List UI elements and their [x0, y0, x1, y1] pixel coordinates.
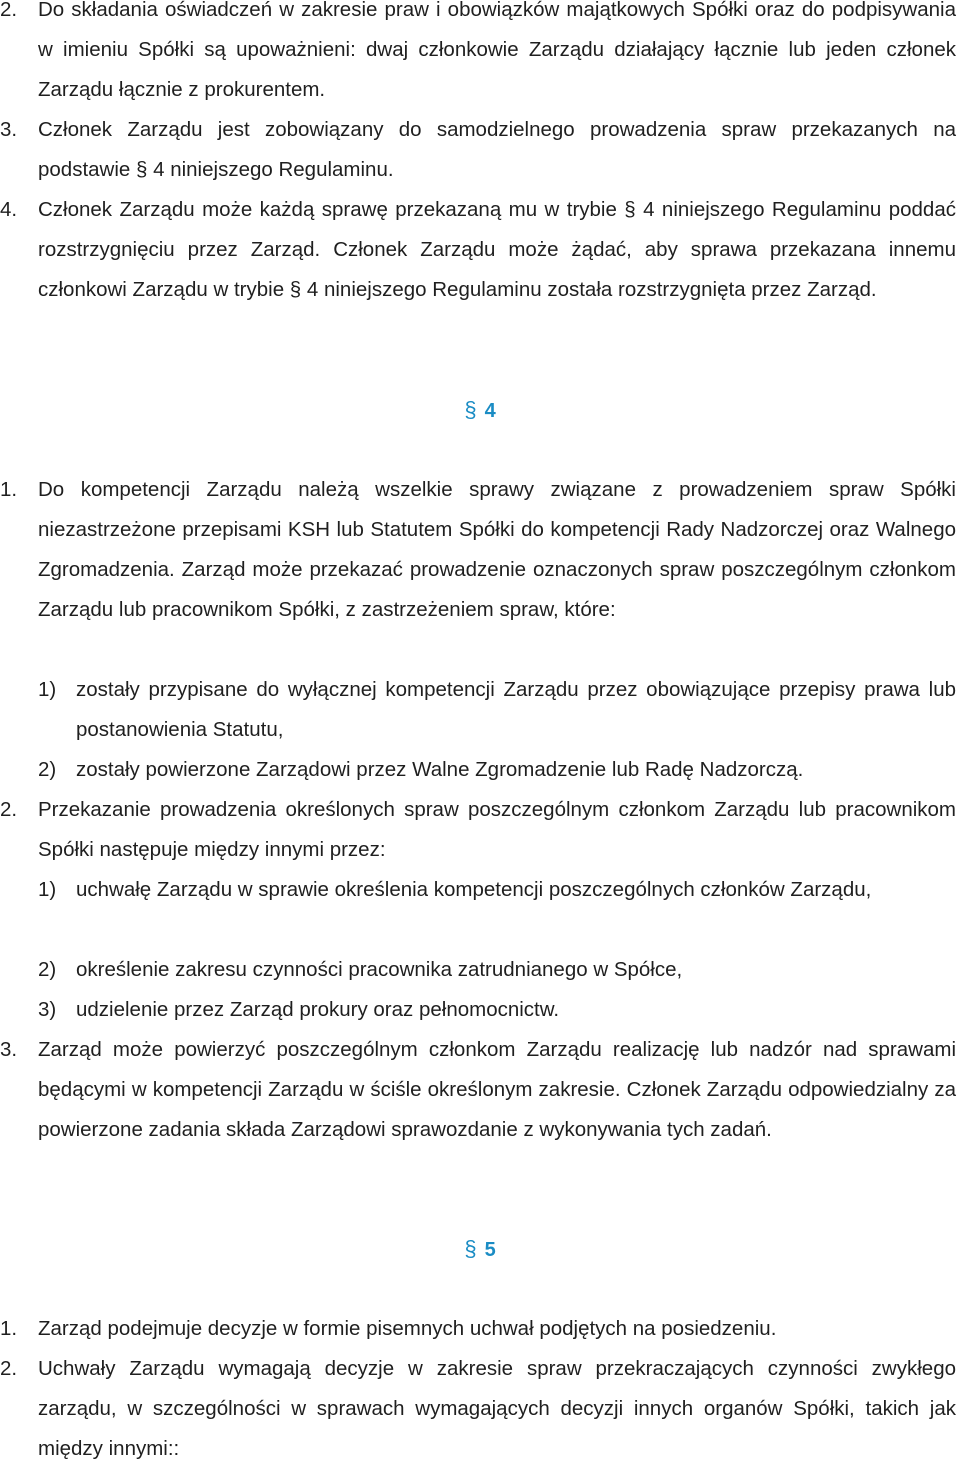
- list-text: zostały powierzone Zarządowi przez Walne Zgromadzenie lub Radę Nadzorczą.: [76, 758, 804, 781]
- section4-paragraph-3: [0, 1030, 956, 1150]
- list-item: [38, 670, 956, 750]
- section4-paragraph-2: [0, 790, 956, 870]
- paragraph-text: Zarząd podejmuje decyzje w formie pisemnych uchwał podjętych na posiedzeniu.: [38, 1317, 777, 1340]
- paragraph-number: 1.: [0, 478, 18, 501]
- section5-paragraph-2: [0, 1349, 956, 1469]
- paragraph-2: [0, 0, 956, 110]
- section-number: 5: [484, 1239, 496, 1261]
- list-text: uchwałę Zarządu w sprawie określenia kompetencji poszczególnych członków Zarządu,: [76, 878, 872, 901]
- paragraph-text: Członek Zarządu jest zobowiązany do samodzielnego prowadzenia spraw przekazanych na podstawie § 4 niniejszego Regulaminu.: [38, 118, 956, 181]
- section-heading-4: [0, 390, 960, 431]
- section5-paragraph-1: [0, 1309, 956, 1349]
- paragraph-4: [0, 190, 956, 310]
- list-item: [38, 990, 956, 1030]
- list-text: zostały przypisane do wyłącznej kompetencji Zarządu przez obowiązujące przepisy prawa lub postanowienia Statutu,: [76, 678, 956, 741]
- list-number: 1): [38, 678, 57, 701]
- list-text: udzielenie przez Zarząd prokury oraz pełnomocnictw.: [76, 998, 560, 1021]
- list-item: [38, 950, 956, 990]
- paragraph-number: 2.: [0, 0, 18, 21]
- list-text: określenie zakresu czynności pracownika zatrudnianego w Spółce,: [76, 958, 683, 981]
- list-number: 1): [38, 878, 57, 901]
- paragraph-text: Uchwały Zarządu wymagają decyzje w zakresie spraw przekraczających czynności zwykłego zarządu, w szczególności w sprawach wymagających decyzji innych organów Spółki, takich jak między innymi::: [38, 1357, 956, 1460]
- paragraph-number: 3.: [0, 1038, 18, 1061]
- section-sign: §: [464, 397, 477, 422]
- paragraph-text: Zarząd może powierzyć poszczególnym członkom Zarządu realizację lub nadzór nad sprawami będącymi w kompetencji Zarządu w ściśle określonym zakresie. Członek Zarządu odpowiedzialny za powierzone zadania składa Zarządowi sprawozdanie z wykonywania tych zadań.: [38, 1038, 956, 1141]
- paragraph-number: 1.: [0, 1317, 18, 1340]
- list-item: [38, 870, 956, 910]
- paragraph-text: Do składania oświadczeń w zakresie praw i obowiązków majątkowych Spółki oraz do podpisywania w imieniu Spółki są upoważnieni: dwaj członkowie Zarządu działający łącznie lub jeden członek Zarządu łącznie z prokurentem.: [38, 0, 956, 101]
- paragraph-3: [0, 110, 956, 190]
- paragraph-number: 4.: [0, 198, 18, 221]
- list-item: [38, 750, 956, 790]
- paragraph-number: 3.: [0, 118, 18, 141]
- list-number: 2): [38, 958, 57, 981]
- paragraph-text: Przekazanie prowadzenia określonych spraw poszczególnym członkom Zarządu lub pracownikom Spółki następuje między innymi przez:: [38, 798, 956, 861]
- paragraph-number: 2.: [0, 798, 18, 821]
- list-number: 2): [38, 758, 57, 781]
- section-number: 4: [484, 400, 496, 422]
- paragraph-number: 2.: [0, 1357, 18, 1380]
- section-heading-5: [0, 1229, 960, 1270]
- list-number: 3): [38, 998, 57, 1021]
- paragraph-text: Członek Zarządu może każdą sprawę przekazaną mu w trybie § 4 niniejszego Regulaminu poddać rozstrzygnięciu przez Zarząd. Członek Zarządu może żądać, aby sprawa przekazana innemu członkowi Zarządu w trybie § 4 niniejszego Regulaminu została rozstrzygnięta przez Zarząd.: [38, 198, 956, 301]
- section-sign: §: [464, 1236, 477, 1261]
- paragraph-text: Do kompetencji Zarządu należą wszelkie sprawy związane z prowadzeniem spraw Spółki niezastrzeżone przepisami KSH lub Statutem Spółki do kompetencji Rady Nadzorczej oraz Walnego Zgromadzenia. Zarząd może przekazać prowadzenie oznaczonych spraw poszczególnym członkom Zarządu lub pracownikom Spółki, z zastrzeżeniem spraw, które:: [38, 478, 956, 621]
- section4-paragraph-1: [0, 470, 956, 630]
